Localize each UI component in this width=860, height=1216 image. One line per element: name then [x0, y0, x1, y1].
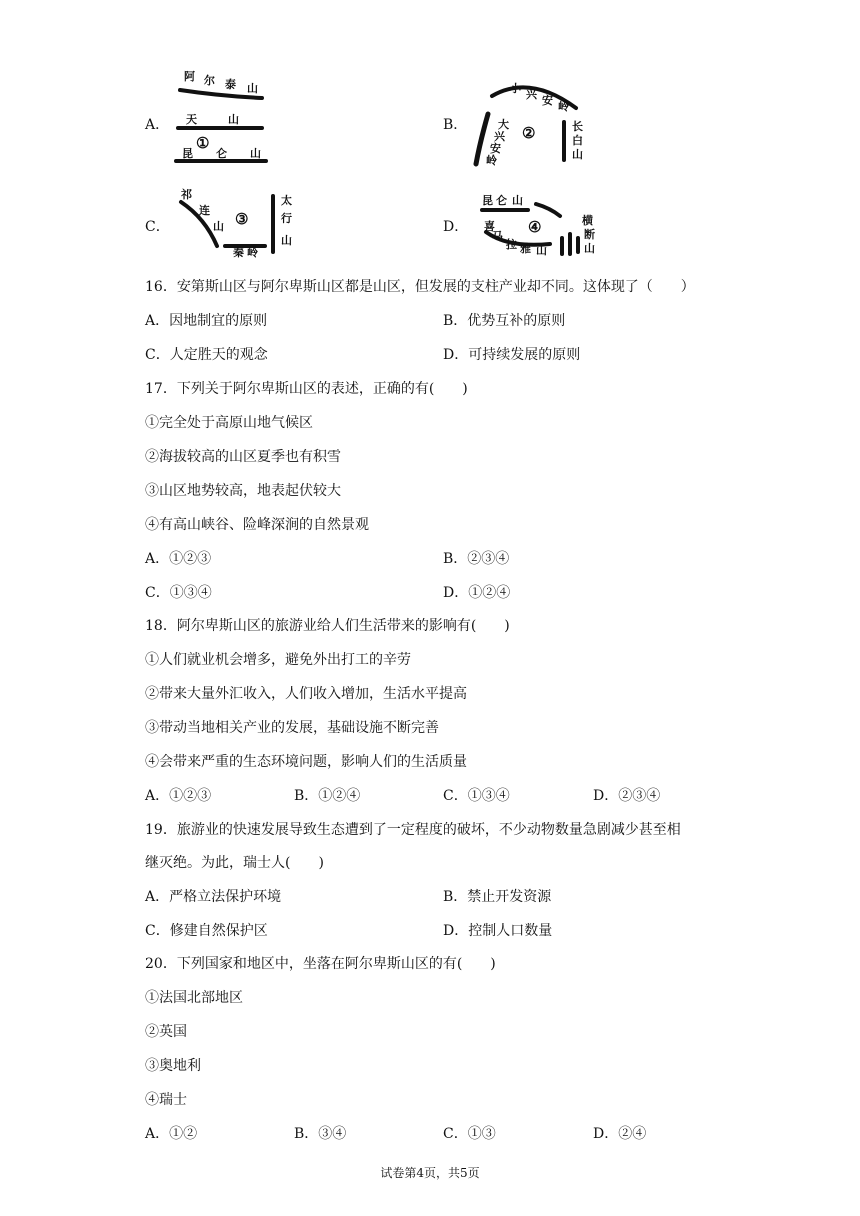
q20-option-d[interactable]: D．②④	[593, 1126, 647, 1142]
map-a-label: 昆	[182, 147, 193, 160]
page-footer: 试卷第4页，共5页	[380, 1166, 480, 1180]
map-d-label: 拉	[506, 238, 517, 251]
map-a-label: 阿	[184, 70, 195, 83]
q17-statement: ②海拔较高的山区夏季也有积雪	[145, 449, 341, 465]
option-d-letter: D．	[443, 219, 469, 235]
map-d-label: 山	[536, 244, 547, 257]
map-c-label: 山	[281, 234, 292, 247]
mountain-map-a[interactable]	[170, 68, 270, 168]
map-d-label: 横	[582, 214, 593, 227]
q20-option-b[interactable]: B．③④	[294, 1126, 347, 1142]
map-c-number: ③	[235, 210, 249, 228]
q18-statement: ①人们就业机会增多，避免外出打工的辛劳	[145, 652, 411, 668]
map-b-label: 小	[510, 82, 521, 95]
map-d-label: 喜	[484, 220, 495, 233]
q20-statement: ④瑞士	[145, 1092, 187, 1108]
q18-statement: ③带动当地相关产业的发展，基础设施不断完善	[145, 720, 439, 736]
option-c-letter: C．	[145, 219, 170, 235]
question-19-stem-cont: 继灭绝。为此，瑞士人( )	[145, 855, 324, 871]
option-a-letter: A．	[145, 117, 170, 133]
map-d-label: 雅	[520, 242, 531, 255]
map-c-label: 行	[281, 212, 292, 225]
map-b-label: 兴	[494, 130, 505, 143]
q20-statement: ①法国北部地区	[145, 990, 243, 1006]
q16-option-a[interactable]: A．因地制宜的原则	[145, 313, 268, 329]
map-b-label: 岭	[558, 100, 569, 113]
map-d-label: 山	[512, 194, 523, 207]
q18-statement: ②带来大量外汇收入，人们收入增加，生活水平提高	[145, 686, 467, 702]
q17-option-a[interactable]: A．①②③	[145, 551, 212, 567]
q20-statement: ②英国	[145, 1024, 187, 1040]
map-d-label: 断	[584, 228, 595, 241]
map-b-label: 大	[498, 118, 509, 131]
map-b-label: 长	[572, 120, 583, 133]
q16-option-c[interactable]: C．人定胜天的观念	[145, 347, 268, 363]
map-d-number: ④	[528, 218, 542, 236]
mountain-map-b[interactable]	[470, 70, 590, 170]
option-b-letter: B．	[443, 117, 468, 133]
map-c-label: 连	[199, 204, 210, 217]
map-b-label: 安	[490, 142, 501, 155]
map-b-number: ②	[522, 124, 536, 142]
q17-statement: ①完全处于高原山地气候区	[145, 415, 313, 431]
q16-option-d[interactable]: D．可持续发展的原则	[443, 347, 581, 363]
q17-statement: ③山区地势较高，地表起伏较大	[145, 483, 341, 499]
map-a-label: 天	[186, 113, 197, 126]
q17-option-b[interactable]: B．②③④	[443, 551, 510, 567]
mountain-map-c[interactable]	[175, 188, 295, 268]
map-a-label: 泰	[225, 78, 236, 91]
map-c-label: 祁	[181, 188, 192, 201]
map-b-label: 山	[572, 148, 583, 161]
q17-option-c[interactable]: C．①③④	[145, 585, 212, 601]
map-d-label: 马	[492, 230, 503, 243]
q16-option-b[interactable]: B．优势互补的原则	[443, 313, 566, 329]
map-d-label: 山	[584, 242, 595, 255]
question-19-stem: 19．旅游业的快速发展导致生态遭到了一定程度的破坏，不少动物数量急剧减少甚至相	[145, 822, 681, 838]
map-b-label: 岭	[486, 154, 497, 167]
map-a-label: 山	[247, 82, 258, 95]
q18-option-a[interactable]: A．①②③	[145, 788, 212, 804]
question-17-stem: 17．下列关于阿尔卑斯山区的表述，正确的有( )	[145, 381, 468, 397]
question-20-stem: 20．下列国家和地区中，坐落在阿尔卑斯山区的有( )	[145, 956, 496, 972]
map-a-label: 山	[250, 147, 261, 160]
q19-option-d[interactable]: D．控制人口数量	[443, 923, 553, 939]
q20-option-c[interactable]: C．①③	[443, 1126, 496, 1142]
map-b-label: 白	[572, 134, 583, 147]
map-c-label: 岭	[247, 246, 258, 259]
map-a-label: 尔	[204, 74, 215, 87]
q20-option-a[interactable]: A．①②	[145, 1126, 198, 1142]
question-16-stem: 16．安第斯山区与阿尔卑斯山区都是山区，但发展的支柱产业却不同。这体现了（ ）	[145, 279, 695, 295]
mountain-map-d[interactable]	[478, 192, 598, 262]
q19-option-c[interactable]: C．修建自然保护区	[145, 923, 268, 939]
q18-statement: ④会带来严重的生态环境问题，影响人们的生活质量	[145, 754, 467, 770]
question-18-stem: 18．阿尔卑斯山区的旅游业给人们生活带来的影响有( )	[145, 618, 510, 634]
q19-option-a[interactable]: A．严格立法保护环境	[145, 889, 282, 905]
q17-option-d[interactable]: D．①②④	[443, 585, 511, 601]
q18-option-b[interactable]: B．①②④	[294, 788, 361, 804]
map-c-label: 太	[281, 194, 292, 207]
q17-statement: ④有高山峡谷、险峰深涧的自然景观	[145, 517, 369, 533]
map-c-label: 秦	[233, 246, 244, 259]
map-d-label: 仑	[496, 194, 507, 207]
map-c-label: 山	[213, 220, 224, 233]
q18-option-d[interactable]: D．②③④	[593, 788, 661, 804]
map-b-label: 兴	[526, 88, 537, 101]
q20-statement: ③奥地利	[145, 1058, 201, 1074]
map-d-label: 昆	[482, 194, 493, 207]
q19-option-b[interactable]: B．禁止开发资源	[443, 889, 552, 905]
map-a-label: 仑	[216, 147, 227, 160]
map-a-label: 山	[228, 113, 239, 126]
q18-option-c[interactable]: C．①③④	[443, 788, 510, 804]
map-b-label: 安	[542, 94, 553, 107]
map-a-number: ①	[196, 134, 210, 152]
